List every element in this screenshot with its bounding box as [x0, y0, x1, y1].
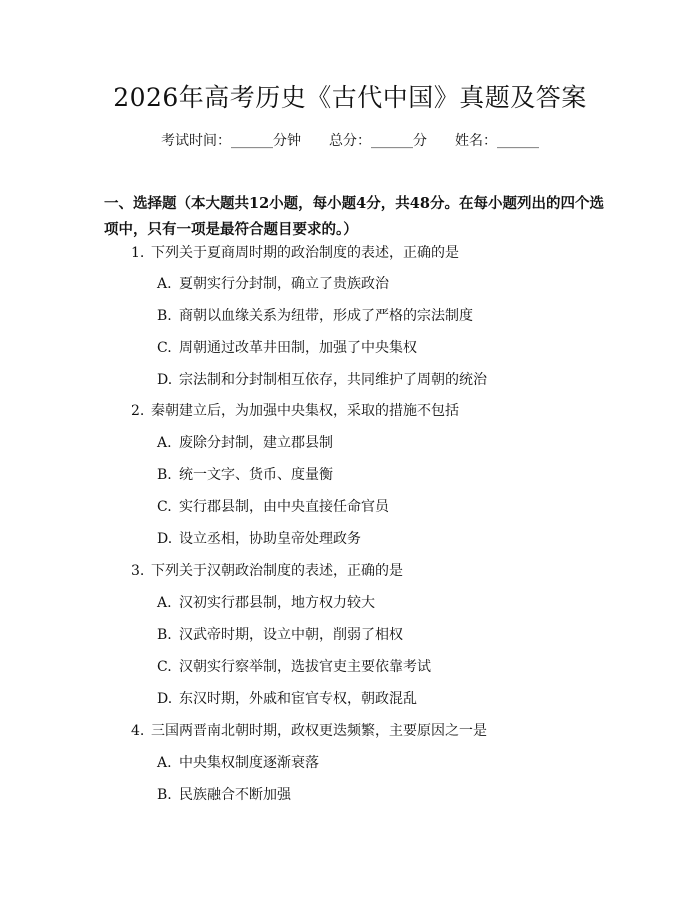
option-letter: D.	[157, 531, 173, 547]
option-1a	[157, 274, 389, 294]
score-label: 总分：	[329, 133, 371, 149]
score-unit: 分	[413, 133, 427, 149]
question-number: 4.	[131, 723, 145, 739]
option-text: 宗法制和分封制相互依存，共同维护了周朝的统治	[179, 372, 487, 388]
option-3c	[157, 657, 431, 677]
question-number: 1.	[131, 245, 145, 261]
question-text: 三国两晋南北朝时期，政权更迭频繁，主要原因之一是	[151, 723, 487, 739]
option-text: 实行郡县制，由中央直接任命官员	[179, 499, 389, 515]
option-letter: B.	[157, 467, 172, 483]
option-letter: A.	[157, 595, 172, 611]
option-letter: B.	[157, 787, 172, 803]
question-number: 2.	[131, 403, 145, 419]
option-text: 周朝通过改革井田制，加强了中央集权	[179, 340, 417, 356]
option-letter: A.	[157, 276, 172, 292]
option-text: 汉初实行郡县制，地方权力较大	[179, 595, 375, 611]
option-text: 汉武帝时期，设立中朝，削弱了相权	[179, 627, 403, 643]
option-4b	[157, 785, 291, 805]
option-text: 设立丞相，协助皇帝处理政务	[179, 531, 361, 547]
question-text: 秦朝建立后，为加强中央集权，采取的措施不包括	[151, 403, 459, 419]
option-3b	[157, 625, 403, 645]
option-text: 夏朝实行分封制，确立了贵族政治	[179, 276, 389, 292]
time-blank: ______	[231, 133, 273, 149]
question-number: 3.	[131, 563, 145, 579]
option-letter: A.	[157, 435, 172, 451]
question-2	[131, 401, 459, 421]
option-text: 汉朝实行察举制，选拔官吏主要依靠考试	[179, 659, 431, 675]
option-3d	[157, 689, 417, 709]
option-letter: C.	[157, 340, 172, 356]
option-text: 东汉时期，外戚和宦官专权，朝政混乱	[179, 691, 417, 707]
option-letter: D.	[157, 691, 173, 707]
option-text: 中央集权制度逐渐衰落	[179, 755, 319, 771]
option-1c	[157, 338, 417, 358]
option-1b	[157, 306, 473, 326]
option-letter: B.	[157, 308, 172, 324]
question-3	[131, 561, 403, 581]
option-text: 商朝以血缘关系为纽带，形成了严格的宗法制度	[179, 308, 473, 324]
time-label: 考试时间：	[161, 133, 231, 149]
question-text: 下列关于夏商周时期的政治制度的表述，正确的是	[151, 245, 459, 261]
option-2d	[157, 529, 361, 549]
option-4a	[157, 753, 319, 773]
option-1d	[157, 370, 487, 390]
option-letter: D.	[157, 372, 173, 388]
option-2a	[157, 433, 333, 453]
option-2b	[157, 465, 333, 485]
exam-title: 2026年高考历史《古代中国》真题及答案	[113, 83, 587, 112]
option-letter: C.	[157, 659, 172, 675]
question-4	[131, 721, 487, 741]
question-text: 下列关于汉朝政治制度的表述，正确的是	[151, 563, 403, 579]
option-letter: A.	[157, 755, 172, 771]
option-2c	[157, 497, 389, 517]
name-blank: ______	[497, 133, 539, 149]
option-3a	[157, 593, 375, 613]
name-label: 姓名：	[455, 133, 497, 149]
score-blank: ______	[371, 133, 413, 149]
section-heading: 一、选择题（本大题共12小题，每小题4分，共48分。在每小题列出的四个选项中，只有一项是最符合题目要求的。）	[104, 195, 604, 238]
option-letter: C.	[157, 499, 172, 515]
option-text: 废除分封制，建立郡县制	[179, 435, 333, 451]
option-text: 民族融合不断加强	[179, 787, 291, 803]
option-text: 统一文字、货币、度量衡	[179, 467, 333, 483]
option-letter: B.	[157, 627, 172, 643]
time-unit: 分钟	[273, 133, 301, 149]
exam-info-line	[0, 131, 700, 151]
question-1	[131, 243, 459, 263]
